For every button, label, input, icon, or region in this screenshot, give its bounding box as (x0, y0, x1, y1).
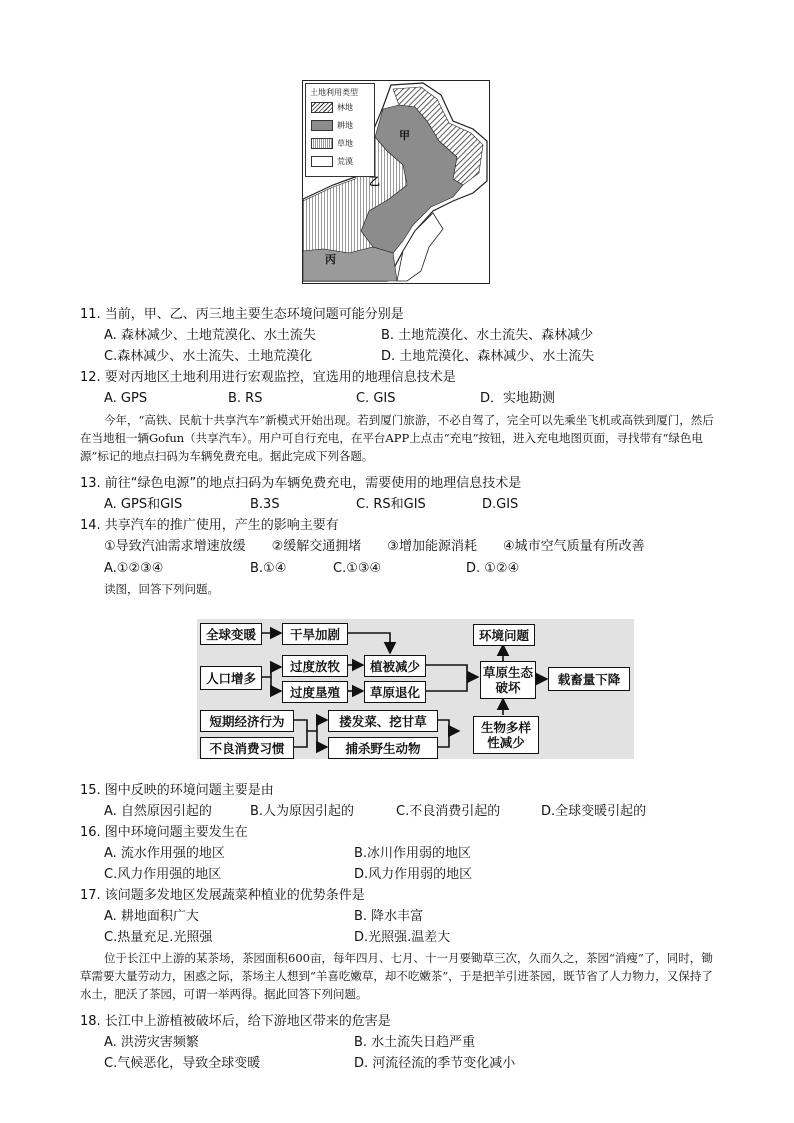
map-label-yi: 乙 (369, 175, 380, 188)
legend-item-grassland (311, 138, 353, 149)
q16-option-b: B.冰川作用弱的地区 (354, 846, 472, 861)
environment-flow-diagram (197, 619, 634, 759)
box-environment-problem: 环境问题 (473, 624, 535, 646)
q18-option-d: D. 河流径流的季节变化减小 (354, 1056, 516, 1071)
q13-option-b: B.3S (250, 497, 280, 512)
question-12-stem: 12. 要对丙地区土地利用进行宏观监控，宜选用的地理信息技术是 (80, 370, 456, 385)
q18-option-c: C.气候恶化，导致全球变暖 (104, 1056, 261, 1071)
box-short-term-economy: 短期经济行为 (200, 710, 294, 732)
q15-option-a: A. 自然原因引起的 (104, 804, 212, 819)
land-use-map (302, 80, 490, 284)
legend-item-farmland (311, 120, 353, 131)
q12-option-a: A. GPS (104, 391, 148, 406)
q13-option-d: D.GIS (482, 497, 519, 512)
map-label-bing: 丙 (325, 253, 336, 266)
box-population: 人口增多 (200, 666, 262, 690)
q14-statements: ①导致汽油需求增速放缓 ②缓解交通拥堵 ③增加能源消耗 ④城市空气质量有所改善 (104, 539, 645, 554)
box-overcultivation: 过度垦殖 (282, 681, 348, 703)
box-overgrazing: 过度放牧 (282, 655, 348, 677)
box-carrying-capacity: 载畜量下降 (548, 667, 630, 691)
question-18-stem: 18. 长江中上游植被破坏后，给下游地区带来的危害是 (80, 1014, 391, 1029)
question-16-stem: 16. 图中环境问题主要发生在 (80, 825, 248, 840)
box-hair-vegetable: 搂发菜、挖甘草 (328, 710, 438, 732)
box-hunting: 捕杀野生动物 (328, 737, 438, 759)
box-ecology-damage: 草原生态破坏 (480, 661, 536, 699)
map-label-jia: 甲 (399, 129, 410, 142)
q13-option-c: C. RS和GIS (356, 497, 426, 512)
legend-title: 土地利用类型 (310, 88, 358, 97)
question-15-stem: 15. 图中反映的环境问题主要是由 (80, 783, 274, 798)
forest-swatch (311, 102, 333, 113)
box-bad-consumption: 不良消费习惯 (200, 737, 294, 759)
desert-swatch (311, 156, 333, 167)
box-grassland-degradation: 草原退化 (364, 681, 426, 703)
passage-tea-garden: 位于长江中上游的某茶场，茶园面积600亩，每年四月、七月、十一月要锄草三次，久而久之，茶园“消瘦”了，同时，锄草需要大量劳动力，困惑之际，茶场主人想到“羊喜吃嫩草，却不吃嫩茶”，于是把羊引进茶园，既节省了人力物力，又保持了水土，肥沃了茶园，可谓一举两得。据此回答下列问题。 (80, 951, 713, 1001)
farmland-swatch (311, 120, 333, 131)
legend-label: 耕地 (337, 121, 353, 130)
box-vegetation-loss: 植被减少 (364, 655, 426, 677)
q15-option-b: B.人为原因引起的 (250, 804, 355, 819)
q14-option-d: D. ①②④ (466, 561, 520, 576)
q14-option-a: A.①②③④ (104, 561, 164, 576)
q17-option-d: D.光照强.温差大 (354, 930, 451, 945)
q17-option-c: C.热量充足.光照强 (104, 930, 213, 945)
q15-option-c: C.不良消费引起的 (396, 804, 501, 819)
box-drought: 干旱加剧 (282, 623, 348, 645)
legend-label: 荒漠 (337, 157, 353, 166)
question-13-stem: 13. 前往“绿色电源”的地点扫码为车辆免费充电，需要使用的地理信息技术是 (80, 476, 522, 491)
question-17-stem: 17. 该问题多发地区发展蔬菜种植业的优势条件是 (80, 888, 365, 903)
q16-option-c: C.风力作用强的地区 (104, 867, 222, 882)
q18-option-a: A. 洪涝灾害频繁 (104, 1035, 199, 1050)
q13-option-a: A. GPS和GIS (104, 497, 183, 512)
q14-option-b: B.①④ (250, 561, 287, 576)
q12-option-c: C. GIS (356, 391, 396, 406)
q17-option-b: B. 降水丰富 (354, 909, 424, 924)
q11-option-c: C.森林减少、水土流失、土地荒漠化 (104, 349, 313, 364)
q11-option-b: B. 土地荒漠化、水土流失、森林减少 (381, 328, 594, 343)
legend-item-forest (311, 102, 353, 113)
q18-option-b: B. 水土流失日趋严重 (354, 1035, 476, 1050)
q11-option-d: D. 土地荒漠化、森林减少、水土流失 (381, 349, 595, 364)
q16-option-d: D.风力作用弱的地区 (354, 867, 473, 882)
q11-option-a: A. 森林减少、土地荒漠化、水土流失 (104, 328, 316, 343)
q12-option-b: B. RS (228, 391, 263, 406)
grassland-swatch (311, 138, 333, 149)
q17-option-a: A. 耕地面积广大 (104, 909, 199, 924)
passage-shared-car: 今年，“高铁、民航十共享汽车”新模式开始出现。若到厦门旅游，不必自驾了，完全可以先乘坐飞机或高铁到厦门，然后在当地租一辆Gofun（共享汽车）。用户可自行充电，在平台APP上点击“充电”按钮，进入充电地图页面，寻找带有“绿色电源”标记的地点扫码为车辆免费充电。据此完成下列各题。 (80, 413, 714, 463)
legend-label: 草地 (337, 139, 353, 148)
q15-option-d: D.全球变暖引起的 (541, 804, 647, 819)
passage-read-figure: 读图，回答下列问题。 (104, 582, 219, 596)
question-11-stem: 11. 当前，甲、乙、丙三地主要生态环境问题可能分别是 (80, 307, 404, 322)
box-global-warming: 全球变暖 (200, 623, 262, 645)
question-14-stem: 14. 共享汽车的推广使用，产生的影响主要有 (80, 518, 339, 533)
map-legend (305, 83, 375, 177)
q16-option-a: A. 流水作用强的地区 (104, 846, 225, 861)
q14-option-c: C.①③④ (333, 561, 382, 576)
legend-label: 林地 (337, 103, 353, 112)
box-biodiversity-loss: 生物多样性减少 (473, 716, 539, 754)
q12-option-d: D．实地勘测 (480, 391, 556, 406)
legend-item-desert (311, 156, 353, 167)
